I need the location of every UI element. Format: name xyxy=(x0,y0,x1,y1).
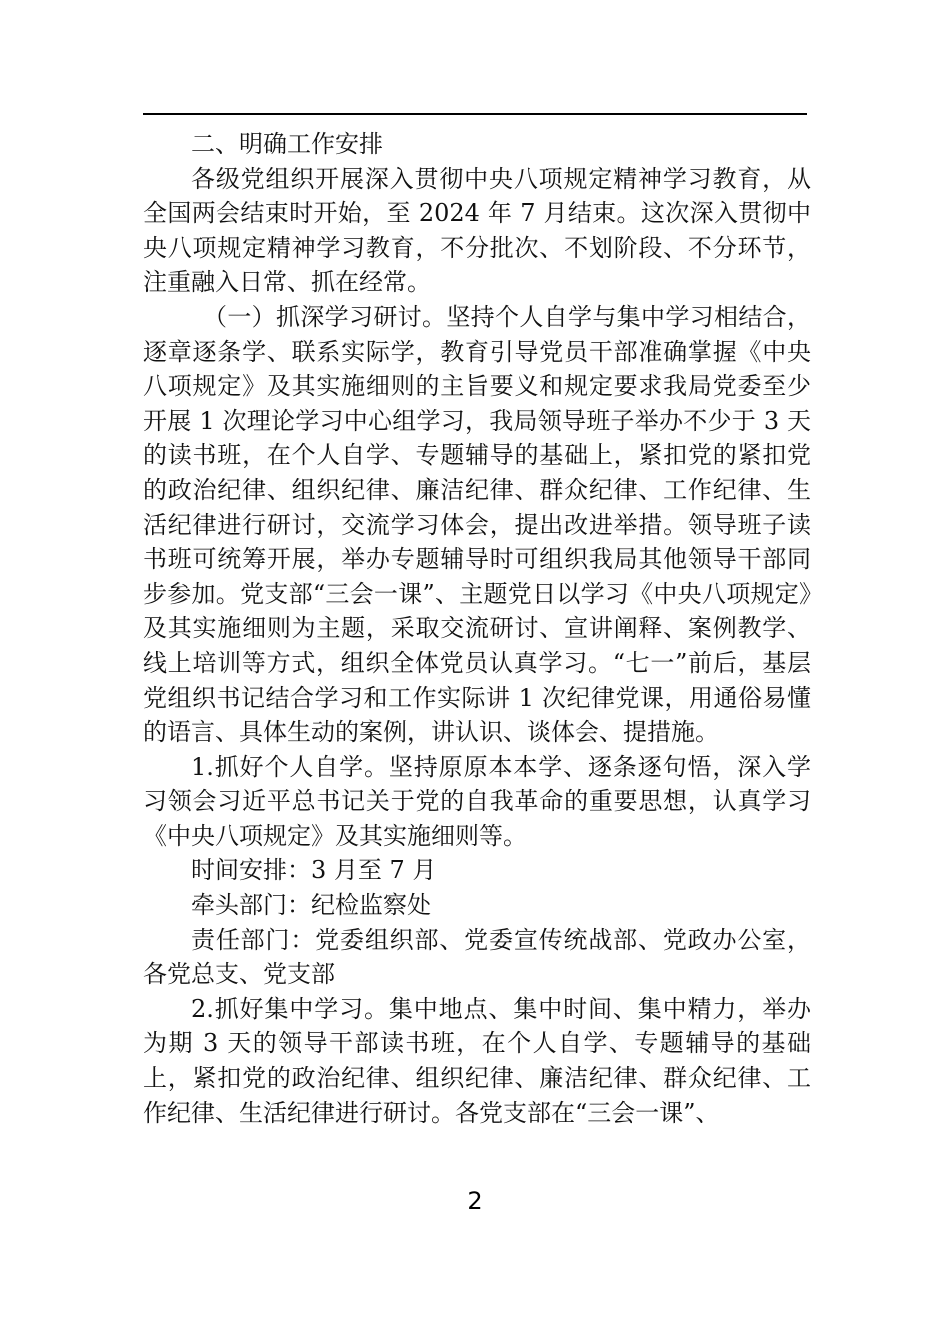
section-heading: 二、明确工作安排 xyxy=(191,130,383,158)
page-number: 2 xyxy=(467,1187,483,1215)
paragraph-intro: 各级党组织开展深入贯彻中央八项规定精神学习教育，从全国两会结束时开始，至 2024 年 7 月结束。这次深入贯彻中央八项规定精神学习教育，不分批次、不划阶段、不分环节，注重融入日常、抓在经常。 xyxy=(143,164,811,297)
paragraph-item-self-study: 1.抓好个人自学。坚持原原本本学、逐条逐句悟，深入学习领会习近平总书记关于党的自我革命的重要思想，认真学习《中央八项规定》及其实施细则等。 xyxy=(143,752,811,850)
document-body xyxy=(143,127,811,1130)
paragraph-responsible-departments: 责任部门：党委组织部、党委宣传统战部、党政办公室，各党总支、党支部 xyxy=(143,925,811,989)
paragraph-lead-department: 牵头部门：纪检监察处 xyxy=(191,891,431,920)
paragraph-time-schedule: 时间安排：3 月至 7 月 xyxy=(191,856,437,885)
header-rule xyxy=(143,113,807,115)
paragraph-study-discussion: （一）抓深学习研讨。坚持个人自学与集中学习相结合，逐章逐条学、联系实际学，教育引导党员干部准确掌握《中央八项规定》及其实施细则的主旨要义和规定要求我局党委至少开展 1 次理论学习中心组学习，我局领导班子举办不少于 3 天的读书班，在个人自学、专题辅导的基础上，紧扣党的紧扣党的政治纪律、组织纪律、廉洁纪律、群众纪律、工作纪律、生活纪律进行研讨，交流学习体会，提出改进举措。领导班子读书班可统筹开展，举办专题辅导时可组织我局其他领导干部同步参加。党支部“三会一课”、主题党日以学习《中央八项规定》及其实施细则为主题，采取交流研讨、宣讲阐释、案例教学、线上培训等方式，组织全体党员认真学习。“七一”前后，基层党组织书记结合学习和工作实际讲 1 次纪律党课，用通俗易懂的语言、具体生动的案例，讲认识、谈体会、提措施。 xyxy=(143,302,811,747)
paragraph-item-group-study: 2.抓好集中学习。集中地点、集中时间、集中精力，举办为期 3 天的领导干部读书班，在个人自学、专题辅导的基础上，紧扣党的政治纪律、组织纪律、廉洁纪律、群众纪律、工作纪律、生活纪律进行研讨。各党支部在“三会一课”、 xyxy=(143,994,811,1127)
